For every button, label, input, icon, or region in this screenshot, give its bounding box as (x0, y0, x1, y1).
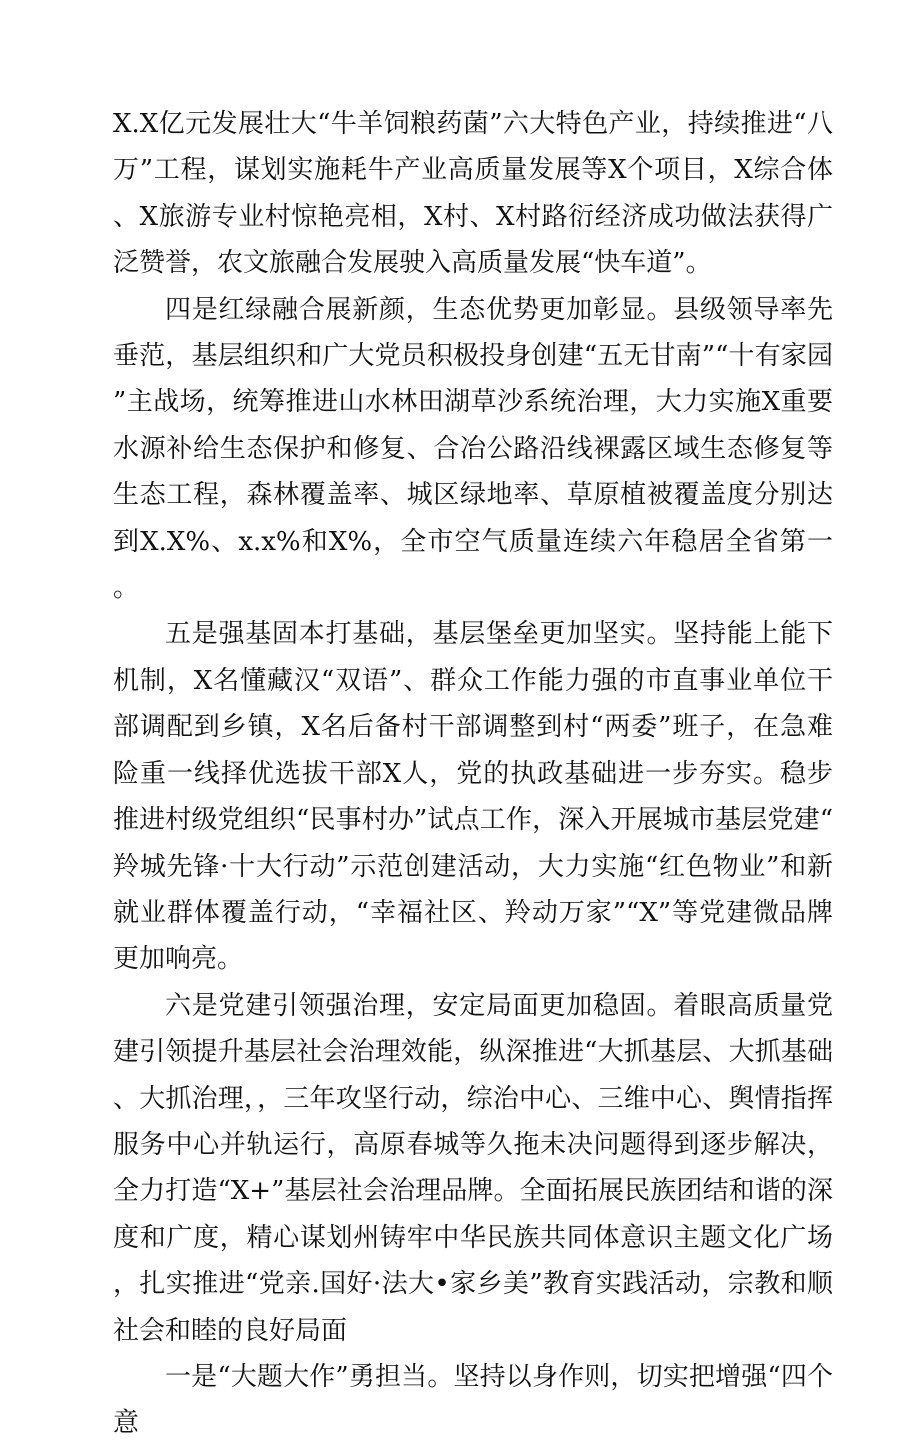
document-page (113, 101, 833, 1447)
paragraph-industry: X.X亿元发展壮大“牛羊饲粮药菌”六大特色产业，持续推进“八万”工程，谋划实施耗牛产业高质量发展等X个项目，X综合体、X旅游专业村惊艳亮相，X村、X村路衍经济成功做法获得广泛赞誉，农文旅融合发展驶入高质量发展“快车道”。 (113, 109, 833, 279)
paragraph-grassroots: 五是强基固本打基础，基层堡垒更加坚实。坚持能上能下机制，X名懂藏汉“双语”、群众工作能力强的市直事业单位干部调配到乡镇，X名后备村干部调整到村“两委”班子，在急难险重一线择优选拔干部X人，党的执政基础进一步夯实。稳步推进村级党组织“民事村办”试点工作，深入开展城市基层党建“羚城先锋·十大行动”示范创建活动，大力实施“红色物业”和新就业群体覆盖行动，“幸福社区、羚动万家”“X”等党建微品牌更加响亮。 (113, 619, 833, 975)
paragraph-responsibility: 一是“大题大作”勇担当。坚持以身作则，切实把增强“四个意 (113, 1361, 833, 1439)
paragraph-governance: 六是党建引领强治理，安定局面更加稳固。着眼高质量党建引领提升基层社会治理效能，纵深推进“大抓基层、大抓基础、大抓治理，，三年攻坚行动，综治中心、三维中心、舆情指挥服务中心并轨运行，高原春城等久拖未决问题得到逐步解决，全力打造“X+”基层社会治理品牌。全面拓展民族团结和谐的深度和广度，精心谋划州铸牢中华民族共同体意识主题文化广场，扎实推进“党亲.国好·法大•家乡美”教育实践活动，宗教和顺社会和睦的良好局面 (113, 990, 833, 1346)
paragraph-ecology: 四是红绿融合展新颜，生态优势更加彰显。县级领导率先垂范，基层组织和广大党员积极投身创建“五无甘南”“十有家园”主战场，统筹推进山水林田湖草沙系统治理，大力实施X重要水源补给生态保护和修复、合冶公路沿线裸露区域生态修复等生态工程，森林覆盖率、城区绿地率、草原植被覆盖度分别达到X.X%、x.x%和X%，全市空气质量连续六年稳居全省第一。 (113, 294, 833, 604)
